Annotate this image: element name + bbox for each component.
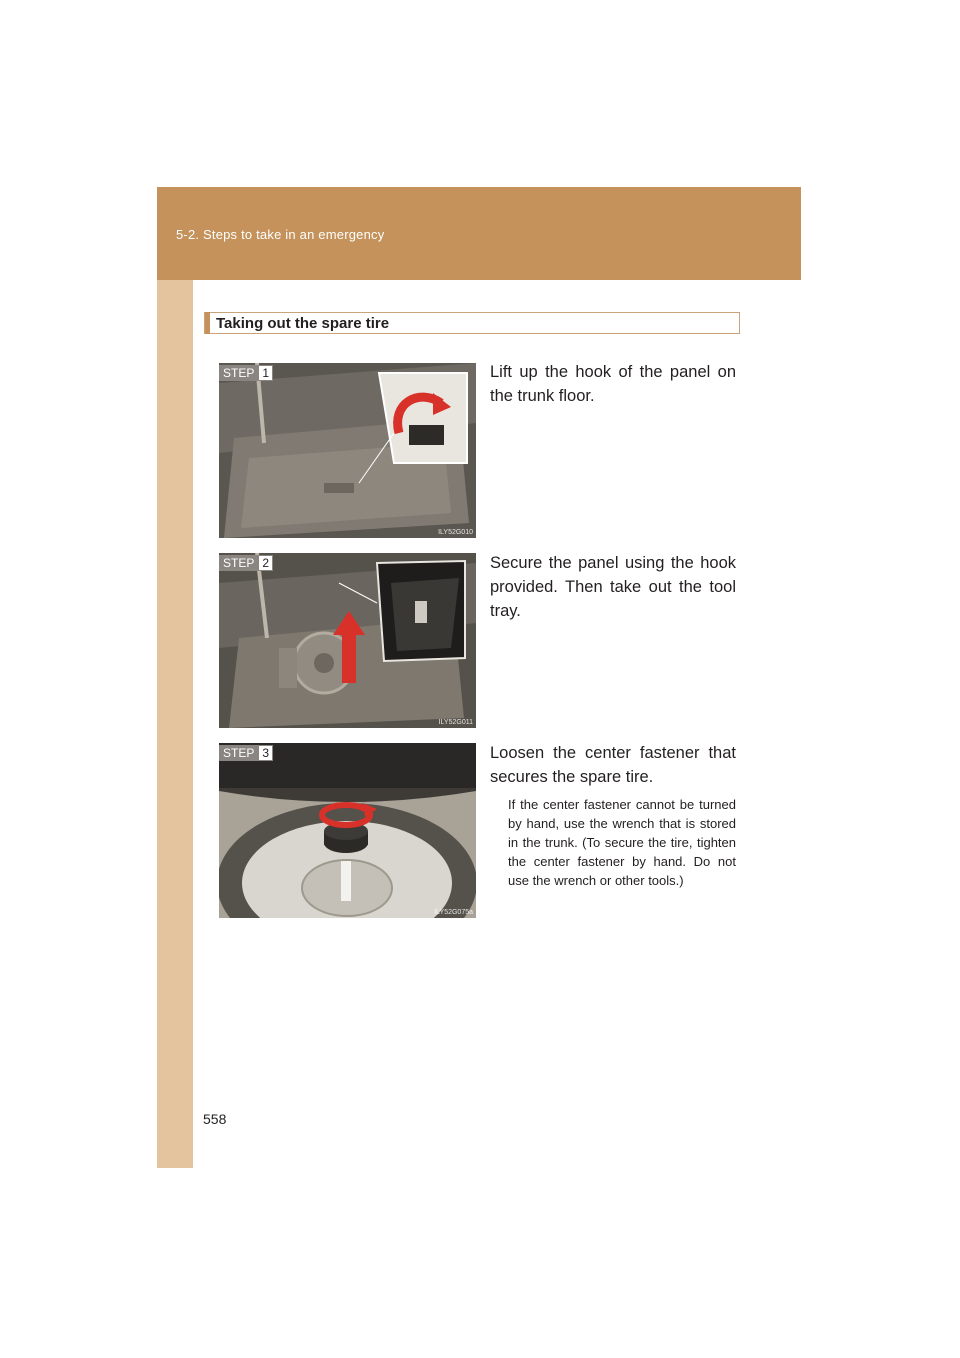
step-word: STEP [219, 745, 258, 761]
step-2-photo [219, 553, 476, 728]
step-1-photo [219, 363, 476, 538]
step-3-photo [219, 743, 476, 918]
step-2-text: Secure the panel using the hook provided. Then take out the tool tray. [490, 554, 736, 620]
section-heading [204, 312, 740, 334]
step-1-badge [219, 365, 273, 381]
step-1-text: Lift up the hook of the panel on the trunk floor. [490, 363, 736, 405]
heading-accent [205, 312, 210, 334]
page-number: 558 [203, 1111, 227, 1127]
step-word: STEP [219, 365, 258, 381]
side-band [157, 187, 193, 1168]
image-code: ILY52G075a [434, 909, 473, 916]
section-title: Taking out the spare tire [216, 315, 390, 332]
step-number: 3 [258, 745, 273, 761]
step-3-note: If the center fastener cannot be turned by hand, use the wrench that is stored in the trunk. (To secure the tire, tighten the center fastener by hand. Do not use the wrench or other tools.) [508, 797, 736, 888]
image-code: ILY52G010 [438, 529, 473, 536]
step-number: 1 [258, 365, 273, 381]
step-2-badge [219, 555, 273, 571]
step-word: STEP [219, 555, 258, 571]
section-name: 5-2. Steps to take in an emergency [176, 227, 385, 242]
step-3-badge [219, 745, 273, 761]
step-number: 2 [258, 555, 273, 571]
image-code: ILY52G011 [438, 719, 473, 726]
step-3-text: Loosen the center fastener that secures the spare tire. [490, 744, 736, 786]
